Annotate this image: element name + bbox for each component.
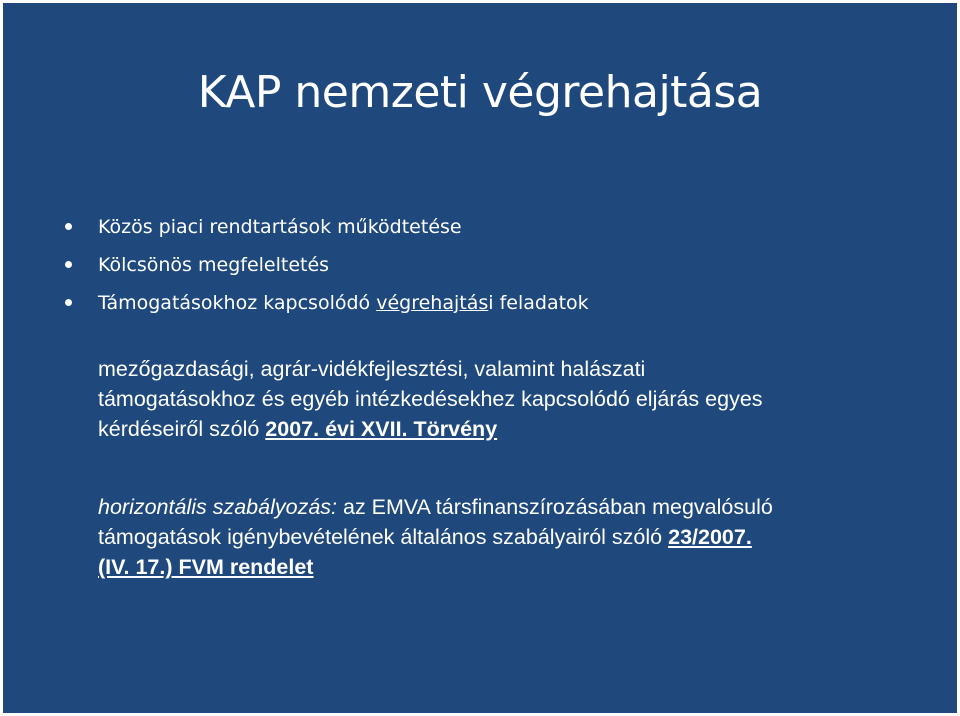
law-line-3	[98, 414, 888, 444]
bullet-text-part: i feladatok	[488, 292, 589, 314]
bullet-text-part: Támogatásokhoz kapcsolódó	[98, 292, 377, 314]
slide	[3, 3, 957, 713]
law-line-1: mezőgazdasági, agrár-vidékfejlesztési, valamint halászati	[98, 357, 646, 381]
decree-line-3	[98, 552, 888, 582]
bullet-text: Kölcsönös megfeleltetés	[98, 254, 330, 276]
law-line-3-text: kérdéseiről szóló	[98, 417, 266, 441]
slide-title: KAP nemzeti végrehajtása	[197, 67, 763, 118]
decree-paragraph	[98, 492, 888, 582]
bullet-text: Közös piaci rendtartások működtetése	[98, 216, 462, 238]
bullet-dot-icon	[65, 223, 72, 230]
law-reference: 2007. évi XVII. Törvény	[265, 417, 498, 441]
decree-line-1-rest: az EMVA társfinanszírozásában megvalósuló	[337, 495, 773, 519]
bullet-underlined-word: végrehajtás	[376, 292, 489, 314]
decree-italic-label: horizontális szabályozás:	[98, 495, 338, 519]
decree-reference-part-1: 23/2007.	[668, 525, 752, 549]
decree-line-2	[98, 522, 888, 552]
law-line-2: támogatásokhoz és egyéb intézkedésekhez kapcsolódó eljárás egyes	[98, 387, 763, 411]
decree-line-1	[98, 492, 888, 522]
law-paragraph	[98, 354, 888, 444]
decree-reference-part-2: (IV. 17.) FVM rendelet	[98, 555, 314, 579]
decree-line-2-text: támogatások igénybevételének általános szabályairól szóló	[98, 525, 669, 549]
bullet-dot-icon	[65, 299, 72, 306]
bullet-dot-icon	[65, 261, 72, 268]
bullet-text	[98, 285, 589, 321]
